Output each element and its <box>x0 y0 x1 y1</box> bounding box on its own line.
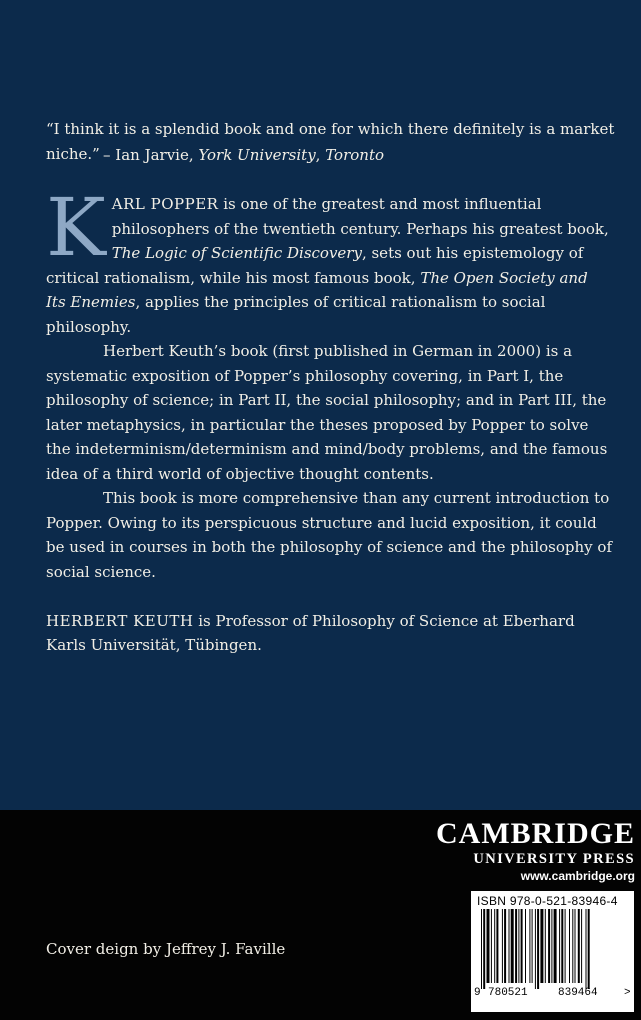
barcode-bar <box>569 909 570 983</box>
barcode-bar <box>487 909 490 983</box>
reviewer-city: Toronto <box>325 146 385 164</box>
barcode-bar <box>494 909 495 983</box>
barcode-digit-first: 9 <box>474 987 481 999</box>
barcode-bar <box>504 909 506 983</box>
barcode-bar <box>537 909 539 989</box>
publisher-logo <box>436 818 635 884</box>
barcode-digit-group-2: 839464 <box>558 987 598 999</box>
barcode-bar <box>551 909 552 983</box>
intro-text-3: , applies the principles of critical rationalism to social philosophy. <box>46 293 546 336</box>
paragraph-2: Herbert Keuth’s book (first published in German in 2000) is a systematic exposition of Popper’s philosophy covering, in Part I, the philosophy of science; in Part II, the social philosophy; and in Part III, the later metaphysics, in particular the theses proposed by Popper to solve the indeterminism/determinism and mind/body problems, and the famous idea of a third world of objective thought contents. <box>46 342 608 483</box>
barcode-bar <box>588 909 590 989</box>
publisher-subname: UNIVERSITY PRESS <box>473 851 635 867</box>
barcode-bar <box>545 909 546 983</box>
publisher-name: CAMBRIDGE <box>435 817 635 850</box>
bio-text: is Professor of Philosophy of Science at Eberhard Karls Universität, Tübingen. <box>46 611 575 654</box>
bio-name-smallcaps: HERBERT KEUTH <box>46 611 194 630</box>
author-bio <box>46 609 612 658</box>
book-title-logic: The Logic of Scientific Discovery <box>111 244 362 262</box>
intro-paragraph <box>46 181 612 339</box>
author-name-smallcaps: ARL POPPER <box>111 195 219 213</box>
reviewer-affiliation: York University <box>198 146 316 164</box>
barcode-bar <box>483 909 485 989</box>
review-quote: “I think it is a splendid book and one for which there definitely is a market niche.” <box>46 120 615 163</box>
intro-text-2: , sets out his epistemology of critical rationalism, while his most famous book, <box>46 244 584 287</box>
cover-footer <box>0 810 641 1020</box>
paragraph-3: This book is more comprehensive than any current introduction to Popper. Owing to its perspicuous structure and lucid exposition, it could be used in courses in both the philosophy of science and the philosophy of social science. <box>46 489 612 581</box>
barcode-bar <box>529 909 530 983</box>
cover-credit: Cover deign by Jeffrey J. Faville <box>46 940 286 958</box>
barcode-bar <box>575 909 576 983</box>
publisher-website: www.cambridge.org <box>520 869 635 883</box>
barcode-bars <box>477 909 629 989</box>
barcode-bar <box>491 909 492 983</box>
isbn-label: ISBN 978-0-521-83946-4 <box>477 894 618 908</box>
barcode-bar <box>502 909 503 983</box>
barcode-bar <box>481 909 482 989</box>
barcode-bar <box>586 909 587 989</box>
book-title-open-society: The Open Society and Its Enemies <box>46 268 588 311</box>
barcode-bar <box>496 909 498 983</box>
barcode-bar <box>548 909 550 983</box>
barcode-bar <box>515 909 517 983</box>
barcode-bar <box>565 909 566 983</box>
barcode <box>471 891 634 1012</box>
barcode-bar <box>509 909 510 983</box>
barcode-bar <box>572 909 573 983</box>
barcode-digit-group-1: 780521 <box>488 987 528 999</box>
barcode-bar <box>540 909 543 983</box>
barcode-bar <box>535 909 536 989</box>
barcode-bar <box>559 909 560 983</box>
barcode-bar <box>554 909 557 983</box>
barcode-bar <box>581 909 582 983</box>
barcode-bar <box>578 909 580 983</box>
barcode-bar <box>511 909 514 983</box>
barcode-digit-last: > <box>624 987 631 999</box>
description <box>46 181 612 658</box>
barcode-bar <box>518 909 519 983</box>
barcode-bar <box>532 909 533 983</box>
intro-text-1: is one of the greatest and most influential philosophers of the twentieth century. Perhaps his greatest book, <box>111 195 609 238</box>
barcode-bar <box>521 909 523 983</box>
reviewer-name: – Ian Jarvie, <box>103 146 199 164</box>
review-attribution <box>103 143 384 168</box>
attribution-separator: , <box>315 146 326 164</box>
drop-cap: K <box>46 181 106 274</box>
barcode-bar <box>525 909 526 983</box>
barcode-bar <box>561 909 563 983</box>
